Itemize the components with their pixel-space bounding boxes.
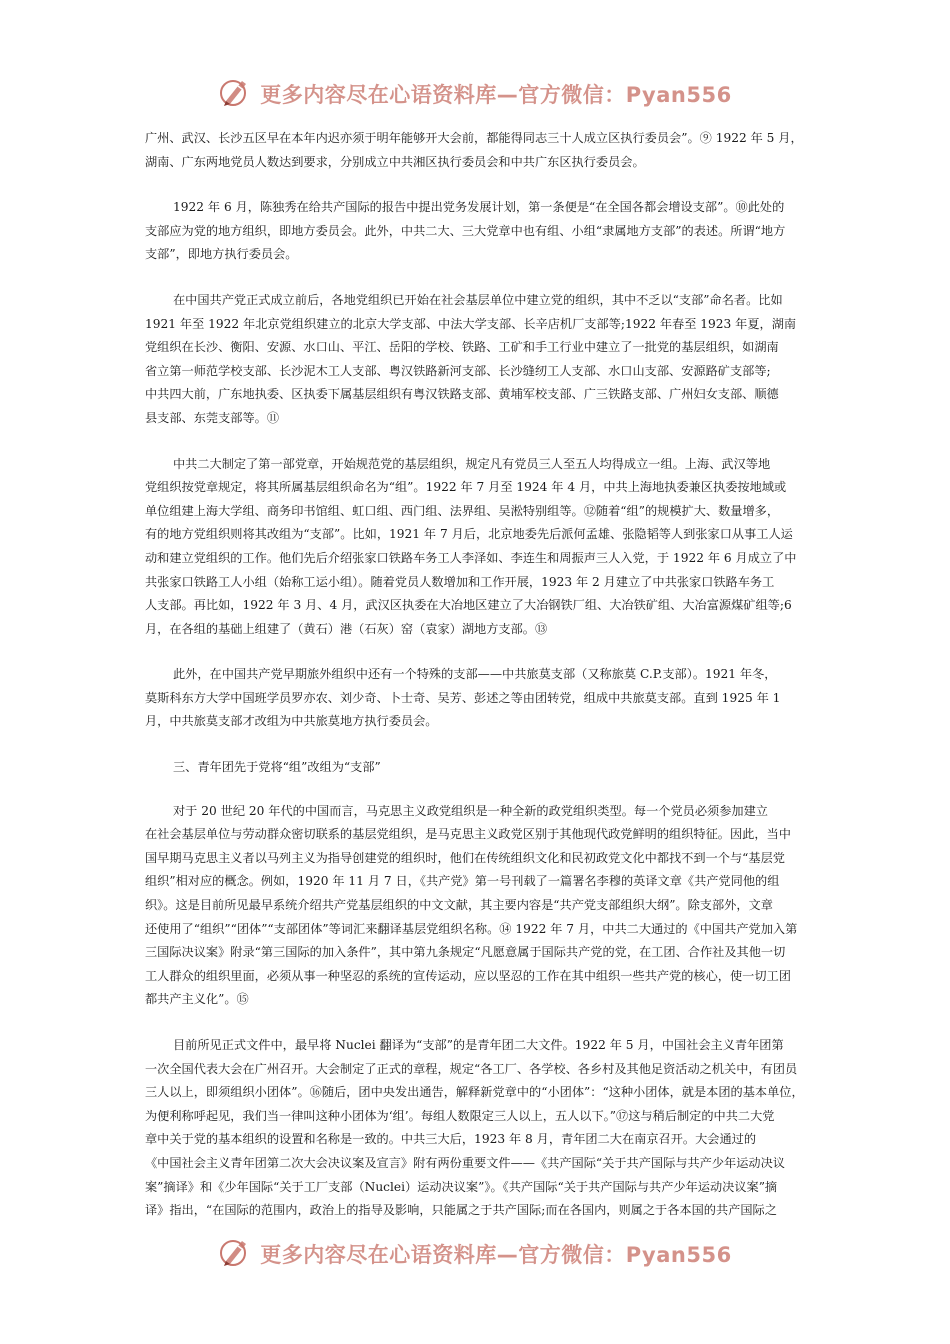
text-line: 县支部、东莞支部等。⑪ xyxy=(145,410,280,425)
text-line: 1921 年至 1922 年北京党组织建立的北京大学支部、中法大学支部、长辛店机厂支部等;1922 年春至 1923 年夏，湖南 xyxy=(145,316,797,331)
text-line: 三、青年团先于党将“组”改组为“支部” xyxy=(173,760,381,775)
text-line: 动和建立党组织的工作。他们先后介绍张家口铁路车务工人李泽如、李连生和周振声三人入党，于 1922 年 6 月成立了中 xyxy=(145,550,797,565)
text-line: 在中国共产党正式成立前后，各地党组织已开始在社会基层单位中建立党的组织，其中不乏以“支部”命名者。比如 xyxy=(173,292,783,307)
text-line: 党组织按党章规定，将其所属基层组织命名为“组”。1922 年 7 月至 1924 年 4 月，中共上海地执委兼区执委按地域或 xyxy=(145,480,787,495)
text-line: 支部”，即地方执行委员会。 xyxy=(145,247,298,262)
text-line: 译》指出，“在国际的范围内，政治上的指导及影响，只能属之于共产国际;而在各国内，则属之于各本国的共产国际之 xyxy=(145,1203,777,1218)
text-line: 章中关于党的基本组织的设置和名称是一致的。中共三大后，1923 年 8 月，青年团二大在南京召开。大会通过的 xyxy=(145,1132,757,1147)
text-line: 《中国社会主义青年团第二次大会决议案及宣言》附有两份重要文件——《共产国际“关于共产国际与共产少年运动决议 xyxy=(145,1155,785,1170)
paragraph xyxy=(145,663,810,734)
text-line: 有的地方党组织则将其改组为“支部”。比如，1921 年 7 月后，北京地委先后派何孟雄、张隐韬等人到张家口从事工人运 xyxy=(145,527,793,542)
text-line: 共张家口铁路工人小组（始称工运小组）。随着党员人数增加和工作开展，1923 年 2 月建立了中共张家口铁路车务工 xyxy=(145,574,775,589)
text-line: 三人以上，即须组织小团体”。⑯随后，团中央发出通告，解释新党章中的“小团体”：“这种小团体，就是本团的基本单位， xyxy=(145,1085,804,1100)
text-line: 案”摘译》和《少年国际“关于工厂支部（Nuclei）运动决议案”》。《共产国际“关于共产国际与共产少年运动决议案”摘 xyxy=(145,1179,778,1194)
text-line: 在社会基层单位与劳动群众密切联系的基层党组织，是马克思主义政党区别于其他现代政党鲜明的组织特征。因此，当中 xyxy=(145,827,791,842)
text-line: 中共四大前，广东地执委、区执委下属基层组织有粤汉铁路支部、黄埔军校支部、广三铁路支部、广州妇女支部、顺德 xyxy=(145,387,779,402)
pen-logo-icon xyxy=(218,1235,252,1273)
paragraph xyxy=(145,196,810,267)
text-line: 1922 年 6 月，陈独秀在给共产国际的报告中提出党务发展计划，第一条便是“在全国各都会增设支部”。⑩此处的 xyxy=(173,200,785,215)
text-line: 支部应为党的地方组织，即地方委员会。此外，中共二大、三大党章中也有组、小组“隶属地方支部”的表述。所谓“地方 xyxy=(145,223,786,238)
text-line: 省立第一师范学校支部、长沙泥木工人支部、粤汉铁路新河支部、长沙缝纫工人支部、水口山支部、安源路矿支部等; xyxy=(145,363,771,378)
section-heading xyxy=(145,756,810,780)
text-line: 国早期马克思主义者以马列主义为指导创建党的组织时，他们在传统组织文化和民初政党文化中都找不到一个与“基层党 xyxy=(145,850,785,865)
article-body xyxy=(145,127,810,1245)
text-line: 单位组建上海大学组、商务印书馆组、虹口组、西门组、法界组、吴淞特别组等。⑫随着“组”的规模扩大、数量增多， xyxy=(145,503,780,518)
text-line: 对于 20 世纪 20 年代的中国而言，马克思主义政党组织是一种全新的政党组织类型。每一个党员必须参加建立 xyxy=(173,803,768,818)
paragraph xyxy=(145,127,810,174)
text-line: 中共二大制定了第一部党章，开始规范党的基层组织，规定凡有党员三人至五人均得成立一组。上海、武汉等地 xyxy=(173,456,771,471)
paragraph xyxy=(145,289,810,431)
text-line: 一次全国代表大会在广州召开。大会制定了正式的章程，规定“各工厂、各学校、各乡村及其他足资活动之机关中，有团员 xyxy=(145,1061,798,1076)
text-line: 还使用了“组织”“团体”“支部团体”等词汇来翻译基层党组织名称。⑭ 1922 年 7 月，中共二大通过的《中国共产党加入第 xyxy=(145,921,798,936)
pen-logo-icon xyxy=(218,75,252,113)
banner-text[interactable]: 更多内容尽在心语资料库—官方微信：Pyan556 xyxy=(260,1243,732,1267)
paragraph xyxy=(145,1034,810,1223)
paragraph xyxy=(145,453,810,642)
text-line: 工人群众的组织里面，必须从事一种坚忍的系统的宣传运动，应以坚忍的工作在其中组织一些共产党的核心，使一切工团 xyxy=(145,968,791,983)
text-line: 人支部。再比如，1922 年 3 月、4 月，武汉区执委在大冶地区建立了大冶钢铁厂组、大冶铁矿组、大冶富源煤矿组等;6 xyxy=(145,598,792,613)
text-line: 目前所见正式文件中，最早将 Nuclei 翻译为“支部”的是青年团二大文件。1922 年 5 月，中国社会主义青年团第 xyxy=(173,1038,784,1052)
text-line: 月，在各组的基础上组建了（黄石）港（石灰）窑（袁家）湖地方支部。⑬ xyxy=(145,621,548,636)
text-line: 此外，在中国共产党早期旅外组织中还有一个特殊的支部——中共旅莫支部（又称旅莫 C.P.支部）。1921 年冬， xyxy=(173,667,777,682)
text-line: 广州、武汉、长沙五区早在本年内迟亦须于明年能够开大会前，都能得同志三十人成立区执行委员会”。⑨ 1922 年 5 月， xyxy=(145,131,803,145)
text-line: 织》。这是目前所见最早系统介绍共产党基层组织的中文文献，其主要内容是“共产党支部组织大纲”。除支部外，文章 xyxy=(145,898,773,913)
text-line: 组织”相对应的概念。例如，1920 年 11 月 7 日，《共产党》第一号刊载了一篇署名李穆的英译文章《共产党同他的组 xyxy=(145,874,780,889)
banner-text[interactable]: 更多内容尽在心语资料库—官方微信：Pyan556 xyxy=(260,83,732,107)
text-line: 莫斯科东方大学中国班学员罗亦农、刘少奇、卜士奇、吴芳、彭述之等由团转党，组成中共旅莫支部。直到 1925 年 1 xyxy=(145,690,781,705)
text-line: 湖南、广东两地党员人数达到要求，分别成立中共湘区执行委员会和中共广东区执行委员会。 xyxy=(145,154,645,169)
text-line: 都共产主义化”。⑮ xyxy=(145,992,249,1007)
footer-banner xyxy=(0,1234,950,1274)
header-banner xyxy=(0,74,950,114)
text-line: 三国际决议案》附录“第三国际的加入条件”，其中第九条规定“凡愿意属于国际共产党的党，在工团、合作社及其他一切 xyxy=(145,945,786,960)
text-line: 为便利称呼起见，我们当一律叫这种小团体为‘组’。每组人数限定三人以上，五人以下。”⑰这与稍后制定的中共二大党 xyxy=(145,1108,775,1123)
text-line: 党组织在长沙、衡阳、安源、水口山、平江、岳阳的学校、铁路、工矿和手工行业中建立了一批党的基层组织，如湖南 xyxy=(145,340,779,355)
paragraph xyxy=(145,800,810,1012)
text-line: 月，中共旅莫支部才改组为中共旅莫地方执行委员会。 xyxy=(145,714,438,729)
